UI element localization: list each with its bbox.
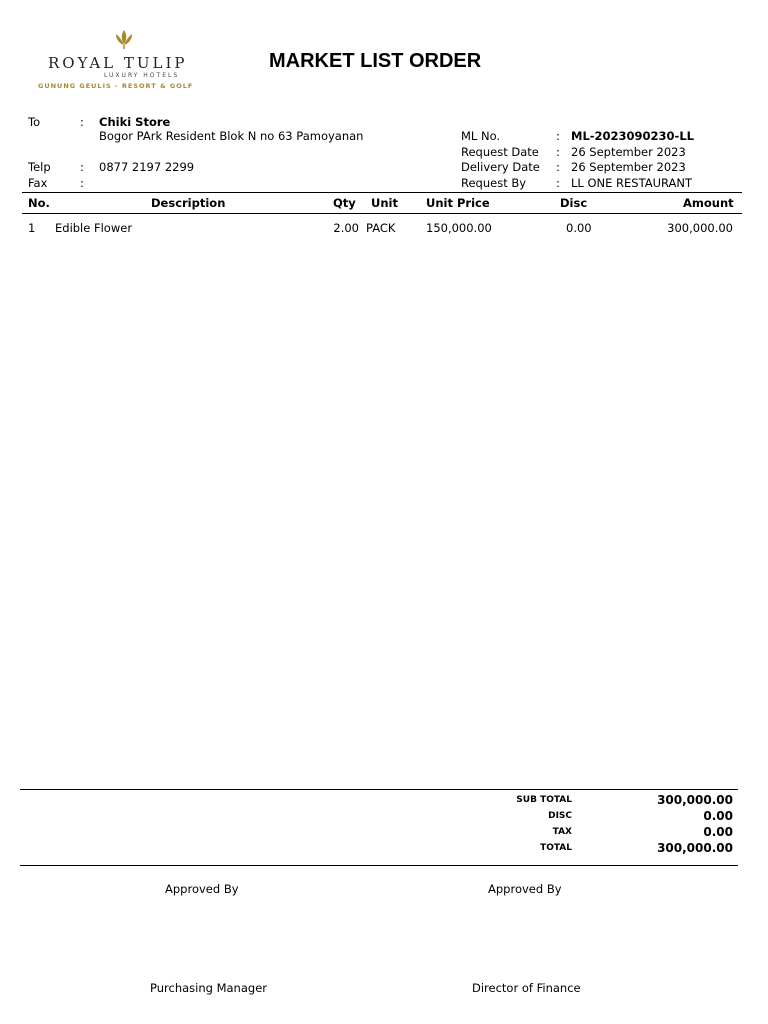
col-header-unit: Unit: [371, 196, 398, 210]
summary-bottom-rule: [20, 865, 738, 866]
row-no: 1: [28, 221, 36, 235]
delivery-date: 26 September 2023: [571, 160, 686, 174]
telp-separator: :: [80, 160, 84, 174]
row-unit-price: 150,000.00: [426, 221, 492, 235]
request-date-separator: :: [556, 145, 560, 159]
row-unit: PACK: [366, 221, 396, 235]
logo-tagline: GUNUNG GEULIS - RESORT & GOLF: [38, 82, 194, 90]
request-date: 26 September 2023: [571, 145, 686, 159]
left-approved-by-label: Approved By: [165, 882, 239, 896]
fax-label: Fax: [28, 176, 48, 190]
total-label: TOTAL: [540, 843, 572, 853]
disc-value: 0.00: [703, 809, 733, 823]
row-amount: 300,000.00: [667, 221, 733, 235]
ml-no-label: ML No.: [461, 129, 501, 143]
col-header-disc: Disc: [560, 196, 588, 210]
logo-subtitle: LUXURY HOTELS: [104, 72, 180, 79]
supplier-telp: 0877 2197 2299: [99, 160, 195, 174]
row-disc: 0.00: [566, 221, 592, 235]
request-date-label: Request Date: [461, 145, 539, 159]
col-header-amount: Amount: [683, 196, 734, 210]
request-by-separator: :: [556, 176, 560, 190]
row-qty: 2.00: [333, 221, 359, 235]
to-label: To: [28, 115, 41, 129]
request-by-label: Request By: [461, 176, 527, 190]
tax-value: 0.00: [703, 825, 733, 839]
disc-label: DISC: [548, 811, 572, 821]
logo-name: ROYAL TULIP: [48, 54, 188, 72]
to-separator: :: [80, 115, 84, 129]
delivery-date-separator: :: [556, 160, 560, 174]
delivery-date-label: Delivery Date: [461, 160, 540, 174]
col-header-unit-price: Unit Price: [426, 196, 490, 210]
fax-separator: :: [80, 176, 84, 190]
summary-top-rule: [20, 789, 738, 790]
tax-label: TAX: [552, 827, 572, 837]
telp-label: Telp: [28, 160, 51, 174]
hotel-logo: [38, 28, 218, 92]
supplier-address: Bogor PArk Resident Blok N no 63 Pamoyanan: [99, 129, 364, 143]
right-approved-by-label: Approved By: [488, 882, 562, 896]
supplier-name: Chiki Store: [99, 115, 171, 129]
col-header-no: No.: [28, 196, 50, 210]
total-value: 300,000.00: [657, 841, 733, 855]
sub-total-label: SUB TOTAL: [516, 795, 572, 805]
sub-total-value: 300,000.00: [657, 793, 733, 807]
col-header-qty: Qty: [333, 196, 356, 210]
tulip-icon: [112, 28, 136, 50]
table-header-rule: [22, 213, 742, 214]
director-of-finance-title: Director of Finance: [472, 981, 581, 995]
document-title: MARKET LIST ORDER: [269, 50, 482, 72]
table-top-rule: [22, 192, 742, 193]
request-by: LL ONE RESTAURANT: [571, 176, 693, 190]
col-header-description: Description: [151, 196, 226, 210]
purchasing-manager-title: Purchasing Manager: [150, 981, 267, 995]
ml-number: ML-2023090230-LL: [571, 129, 694, 143]
ml-no-separator: :: [556, 129, 560, 143]
row-description: Edible Flower: [55, 221, 133, 235]
